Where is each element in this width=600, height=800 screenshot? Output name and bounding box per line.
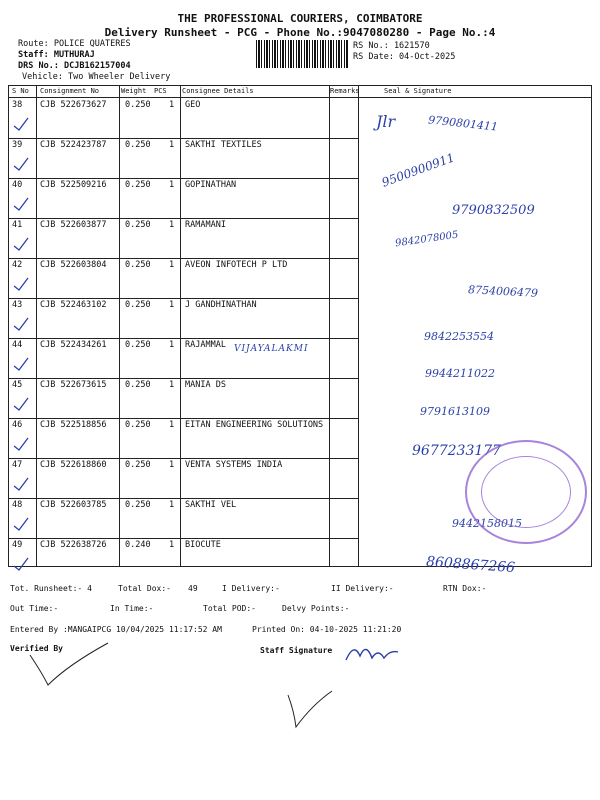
row-consignment-no: CJB 522509216 — [40, 180, 107, 190]
row-consignment-no: CJB 522603877 — [40, 220, 107, 230]
row-pcs: 1 — [169, 500, 175, 510]
row-consignee: VENTA SYSTEMS INDIA — [185, 460, 283, 470]
rs-number: RS No.: 1621570 — [353, 41, 430, 51]
handwritten-phone: 9842253554 — [424, 330, 494, 343]
row-sno: 49 — [12, 540, 23, 550]
row-pcs: 1 — [169, 220, 175, 230]
row-consignment-no: CJB 522603804 — [40, 260, 107, 270]
row-pcs: 1 — [169, 300, 175, 310]
row-sno: 43 — [12, 300, 23, 310]
out-time-label: Out Time:- — [10, 604, 59, 613]
route-label: Route: POLICE QUATERES — [18, 39, 131, 49]
row-weight: 0.250 — [125, 100, 151, 110]
row-pcs: 1 — [169, 180, 175, 190]
row-consignee: RAMAMANI — [185, 220, 226, 230]
col-header-pcs: PCS — [154, 87, 167, 95]
row-pcs: 1 — [169, 340, 175, 350]
row-weight: 0.250 — [125, 220, 151, 230]
drs-number: DRS No.: DCJB162157004 — [18, 61, 131, 71]
row-weight: 0.250 — [125, 460, 151, 470]
tot-runsheet: Tot. Runsheet:- 4 — [10, 584, 92, 593]
handwritten-phone: 9842078005 — [394, 229, 460, 250]
handwritten-phone: 9944211022 — [425, 367, 495, 380]
staff-signature-label: Staff Signature — [260, 646, 333, 655]
entered-by: Entered By :MANGAIPCG 10/04/2025 11:17:52 AM — [10, 625, 222, 634]
row-consignment-no: CJB 522518856 — [40, 420, 107, 430]
row-consignee: SAKTHI TEXTILES — [185, 140, 262, 150]
handwritten-phone: 8754006479 — [467, 283, 539, 300]
row-consignment-no: CJB 522638726 — [40, 540, 107, 550]
rs-date: RS Date: 04-Oct-2025 — [353, 52, 456, 62]
handwritten-phone: 9791613109 — [420, 405, 490, 418]
row-pcs: 1 — [169, 260, 175, 270]
row-weight: 0.250 — [125, 500, 151, 510]
row-weight: 0.250 — [125, 340, 151, 350]
handwritten-phone: 8608867266 — [425, 553, 516, 577]
total-dox-value: 49 — [188, 584, 198, 593]
verified-by-label: Verified By — [10, 644, 63, 653]
row-sno: 47 — [12, 460, 23, 470]
row-sno: 45 — [12, 380, 23, 390]
col-header-seal-signature: Seal & Signature — [384, 87, 452, 95]
row-pcs: 1 — [169, 380, 175, 390]
runsheet-subtitle: Delivery Runsheet - PCG - Phone No.:9047080280 - Page No.:4 — [104, 26, 496, 39]
row-sno: 39 — [12, 140, 23, 150]
row-consignee: GEO — [185, 100, 201, 110]
delvy-points-label: Delvy Points:- — [282, 604, 350, 613]
row-pcs: 1 — [169, 140, 175, 150]
row-pcs: 1 — [169, 540, 175, 550]
row-sno: 41 — [12, 220, 23, 230]
row-consignment-no: CJB 522618860 — [40, 460, 107, 470]
total-pod-label: Total POD:- — [203, 604, 256, 613]
handwritten-receiver-name: VIJAYALAKMI — [234, 344, 309, 354]
row-consignee: EITAN ENGINEERING SOLUTIONS — [185, 420, 324, 430]
col-header-sno: S No — [12, 87, 29, 95]
handwritten-phone: 9500900911 — [379, 150, 457, 190]
row-consignee: MANIA DS — [185, 380, 226, 390]
row-consignee: GOPINATHAN — [185, 180, 237, 190]
row-sno: 46 — [12, 420, 23, 430]
in-time-label: In Time:- — [110, 604, 154, 613]
row-weight: 0.250 — [125, 140, 151, 150]
col-header-consignment: Consignment No — [40, 87, 100, 95]
row-consignment-no: CJB 522434261 — [40, 340, 107, 350]
row-weight: 0.250 — [125, 180, 151, 190]
row-weight: 0.250 — [125, 420, 151, 430]
row-pcs: 1 — [169, 100, 175, 110]
row-sno: 40 — [12, 180, 23, 190]
row-sno: 42 — [12, 260, 23, 270]
row-pcs: 1 — [169, 460, 175, 470]
rtn-dox-label: RTN Dox:- — [443, 584, 487, 593]
handwritten-phone: 9790832509 — [452, 203, 535, 218]
col-header-consignee: Consignee Details — [182, 87, 254, 95]
row-consignee: J GANDHINATHAN — [185, 300, 257, 310]
row-consignment-no: CJB 522673627 — [40, 100, 107, 110]
ii-delivery-label: II Delivery:- — [331, 584, 394, 593]
row-consignment-no: CJB 522463102 — [40, 300, 107, 310]
printed-on: Printed On: 04-10-2025 11:21:20 — [252, 625, 402, 634]
row-sno: 38 — [12, 100, 23, 110]
row-weight: 0.240 — [125, 540, 151, 550]
row-consignee: BIOCUTE — [185, 540, 221, 550]
row-weight: 0.250 — [125, 300, 151, 310]
row-consignee: SAKTHI VEL — [185, 500, 237, 510]
row-sno: 44 — [12, 340, 23, 350]
handwritten-phone: 9677233177 — [412, 443, 502, 459]
col-header-remarks: Remarks — [330, 87, 360, 95]
row-consignee: RAJAMMAL — [185, 340, 226, 350]
row-pcs: 1 — [169, 420, 175, 430]
i-delivery-label: I Delivery:- — [222, 584, 280, 593]
company-title: THE PROFESSIONAL COURIERS, COIMBATORE — [177, 12, 423, 25]
handwritten-phone: 9442158015 — [452, 517, 522, 530]
row-consignment-no: CJB 522423787 — [40, 140, 107, 150]
row-sno: 48 — [12, 500, 23, 510]
staff-label: Staff: MUTHURAJ — [18, 50, 95, 60]
col-header-weight: Weight — [121, 87, 147, 95]
row-weight: 0.250 — [125, 260, 151, 270]
row-consignment-no: CJB 522603785 — [40, 500, 107, 510]
row-weight: 0.250 — [125, 380, 151, 390]
handwritten-phone: 9790801411 — [427, 113, 499, 134]
row-consignment-no: CJB 522673615 — [40, 380, 107, 390]
row-consignee: AVEON INFOTECH P LTD — [185, 260, 288, 270]
total-dox-label: Total Dox:- — [118, 584, 171, 593]
vehicle-label: Vehicle: Two Wheeler Delivery — [22, 72, 171, 82]
signature-scribble-icon: Jlr — [376, 112, 396, 131]
